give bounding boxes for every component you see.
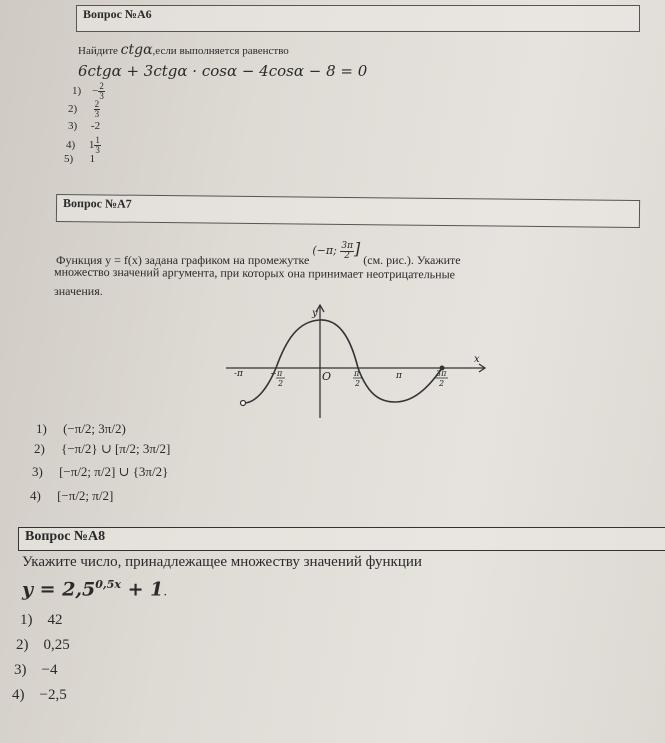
a7-option-4[interactable]: 4) [−π/2; π/2] <box>30 488 114 503</box>
open-endpoint <box>241 401 246 406</box>
pi-label: π <box>396 371 402 381</box>
a8-option-2[interactable]: 2) 0,25 <box>16 637 70 653</box>
a6-option-3[interactable]: 3) -2 <box>68 120 101 132</box>
svg-text:2: 2 <box>355 379 361 388</box>
svg-text:−: − <box>270 369 277 378</box>
svg-text:2: 2 <box>439 379 445 388</box>
a6-option-5[interactable]: 5) 1 <box>64 153 96 165</box>
origin-label: O <box>322 370 332 383</box>
question-a7-line1: Функция y = f(x) задана графиком на промежутке (−π; $\frac{3\pi}{2}$ ] (см. рис.). Укажите <box>56 239 461 267</box>
question-a8-prompt: Укажите число, принадлежащее множеству значений функции <box>22 554 422 570</box>
question-a8-title: Вопрос №А8 <box>25 529 106 544</box>
question-a8-function: $y = 2,5^{0,5x} + 1$. <box>22 578 168 601</box>
a6-option-2[interactable]: 2) $\frac{2}{3}$ <box>68 99 100 119</box>
a8-option-4[interactable]: 4) −2,5 <box>12 687 67 703</box>
a7-option-3[interactable]: 3) [−π/2; π/2] ∪ {3π/2} <box>32 464 169 479</box>
question-a6-title: Вопрос №А6 <box>83 7 152 21</box>
a6-option-1[interactable]: 1) − $\frac{2}{3}$ <box>72 81 104 101</box>
neg-pi-label: -π <box>234 369 243 379</box>
a7-option-2[interactable]: 2) {−π/2} ∪ [π/2; 3π/2] <box>34 441 171 456</box>
question-a7-line3: значения. <box>54 284 103 298</box>
x-axis-label: x <box>474 354 480 365</box>
pos-half-pi-label: π <box>354 369 360 378</box>
question-a6-prompt: Найдите ctgα,если выполняется равенство <box>78 42 289 58</box>
y-axis-label: y <box>312 308 318 319</box>
question-a7-title: Вопрос №А7 <box>62 196 132 211</box>
question-a7-line2: множество значений аргумента, при которых она принимает неотрицательные <box>53 264 456 282</box>
svg-text:2: 2 <box>278 379 284 388</box>
question-a7-header <box>56 194 640 228</box>
question-a6-header <box>76 5 640 32</box>
question-a6-equation: 6ctgα + 3ctgα · cosα − 4cosα − 8 = 0 <box>78 62 368 80</box>
function-graph <box>222 300 492 422</box>
a7-option-1[interactable]: 1) (−π/2; 3π/2) <box>36 421 126 436</box>
neg-half-pi-label: π <box>277 369 283 378</box>
a8-option-1[interactable]: 1) 42 <box>20 612 63 628</box>
question-a8-header <box>18 527 665 551</box>
function-curve <box>244 320 445 403</box>
three-half-pi-label: 3π <box>436 369 447 378</box>
a8-option-3[interactable]: 3) −4 <box>14 662 58 678</box>
a6-option-4[interactable]: 4) 1 $\frac{1}{3}$ <box>66 135 100 155</box>
